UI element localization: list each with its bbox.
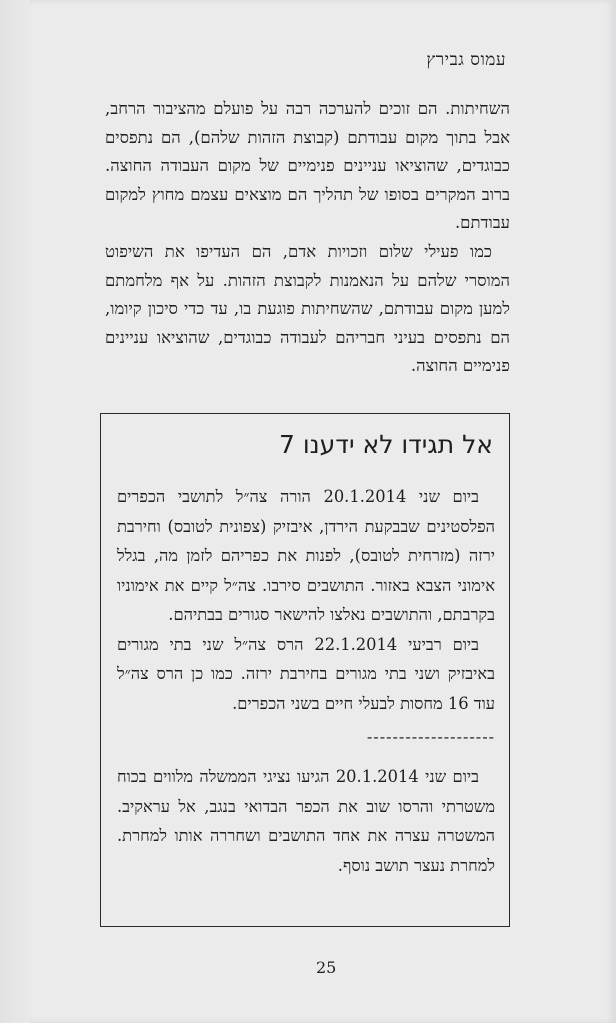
page-number: 25	[316, 958, 337, 977]
sidebar-box	[100, 413, 510, 927]
box-entry-3: ביום שני 20.1.2014 הגיעו נציגי הממשלה מלווים בכוח משטרתי והרסו שוב את הכפר הבדואי בנגב, אל עראקיב. המשטרה עצרה את אחד התושבים ושחררה אותו למחרת. למחרת נעצר תושב נוסף.	[117, 767, 495, 875]
body-paragraph-1: השחיתות. הם זוכים להערכה רבה על פועלם מהציבור הרחב, אבל בתוך מקום עבודתם (קבוצת הזהות שלהם), הם נתפסים כבוגדים, שהוציאו עניינים פנימיים של מקום העבודה החוצה. ברוב המקרים בסופו של תהליך הם מוצאים עצמם מחוץ למקום עבודתם.	[105, 99, 510, 233]
box-text	[117, 482, 495, 880]
body-paragraph-2: כמו פעילי שלום וזכויות אדם, הם העדיפו את השיפוט המוסרי שלהם על הנאמנות לקבוצת הזהות. על אף מלחמתם למען מקום עבודתם, שהשחיתות פוגעת בו, עד כדי סיכון קיומו, הם נתפסים בעיני חבריהם לעבודה כבוגדים, שהוציאו עניינים פנימיים החוצה.	[105, 241, 510, 376]
box-entry-2: ביום רביעי 22.1.2014 הרס צה״ל שני בתי מגורים באיבזיק ושני בתי מגורים בחירבת ירזה. כמו כן הרס צה״ל עוד 16 מחסות לבעלי חיים בשני הכפרים.	[117, 634, 495, 713]
box-separator: --------------------	[366, 727, 495, 746]
body-text	[105, 95, 510, 381]
box-title: אל תגידו לא ידענו 7	[278, 430, 493, 459]
box-entry-1: ביום שני 20.1.2014 הורה צה״ל לתושבי הכפרים הפלסטינים שבבקעת הירדן, איבזיק (צפונית לטובס) וחירבת ירזה (מזרחית לטובס), לפנות את כפריהם לזמן מה, בגלל אימוני הצבא באזור. התושבים סירבו. צה״ל קיים את אימוניו בקרבתם, והתושבים נאלצו להישאר סגורים בבתיהם.	[117, 487, 495, 624]
running-header: עמוס גבירץ	[426, 50, 506, 70]
